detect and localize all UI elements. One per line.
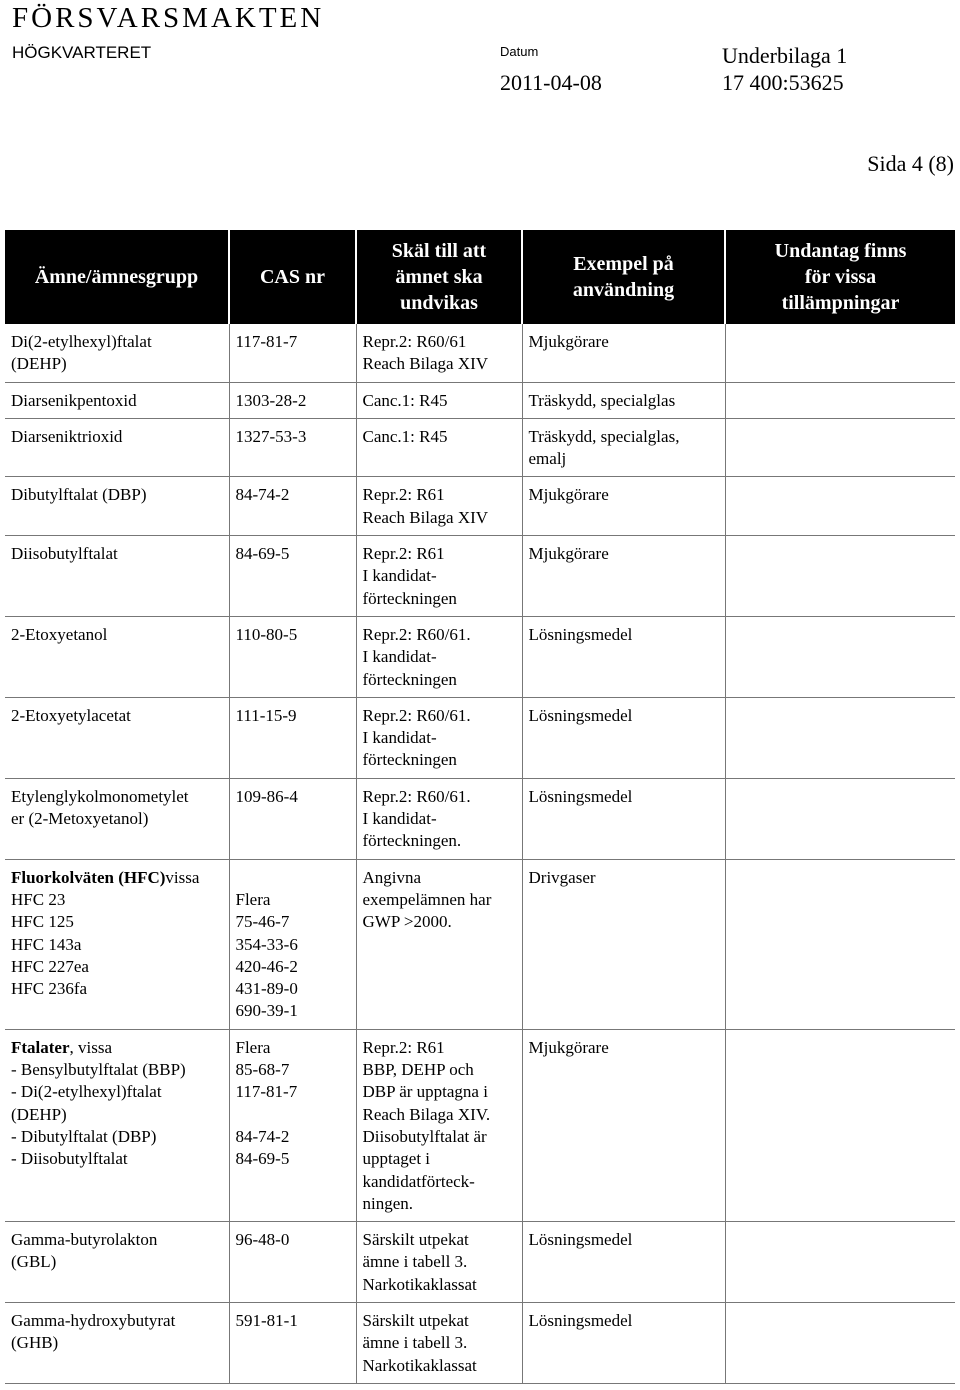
cell-usage — [522, 536, 725, 617]
page-number: Sida 4 (8) — [867, 151, 954, 176]
column-header-reason: Skäl till att ämnet ska undvikas — [356, 230, 522, 324]
substance-table — [5, 230, 955, 1384]
table-row — [5, 778, 955, 859]
table-row — [5, 1222, 955, 1303]
cell-reason — [356, 1222, 522, 1303]
cell-exception — [725, 536, 955, 617]
cell-exception — [725, 697, 955, 778]
cell-cas-number — [229, 1302, 356, 1383]
cell-cas-number-text: 111-15-9 — [235, 705, 297, 725]
cell-usage — [522, 859, 725, 1029]
cell-substance-text: Dibutylftalat (DBP) — [11, 485, 147, 505]
cell-substance — [5, 778, 229, 859]
cell-usage — [522, 1302, 725, 1383]
cell-usage-text: Lösningsmedel — [528, 1230, 633, 1250]
cell-exception — [725, 859, 955, 1029]
cell-cas-number-text: 109-86-4 — [235, 786, 298, 806]
cell-usage-text: Mjukgörare — [528, 485, 609, 505]
cell-cas-number — [229, 1029, 356, 1221]
cell-reason-text: Repr.2: R60/61. I kandidat- förteckningen — [362, 624, 471, 689]
cell-usage-text: Mjukgörare — [528, 544, 609, 564]
cell-substance — [5, 1302, 229, 1383]
cell-substance — [5, 1029, 229, 1221]
cell-cas-number — [229, 418, 356, 477]
table-row — [5, 477, 955, 536]
cell-reason — [356, 418, 522, 477]
cell-cas-number — [229, 778, 356, 859]
cell-reason — [356, 536, 522, 617]
cell-reason-text: Repr.2: R60/61. I kandidat- förteckningen — [362, 705, 471, 770]
cell-exception — [725, 1029, 955, 1221]
cell-reason-text: Repr.2: R61 I kandidat- förteckningen — [362, 544, 457, 608]
table-header-row — [5, 230, 955, 324]
cell-exception — [725, 1222, 955, 1303]
substance-group-name: Fluorkolväten (HFC) — [11, 867, 166, 887]
table-row — [5, 324, 955, 382]
cell-substance — [5, 477, 229, 536]
table-row — [5, 536, 955, 617]
cell-exception — [725, 778, 955, 859]
cell-substance-text: Diarseniktrioxid — [11, 426, 123, 446]
cell-usage-text: Träskydd, specialglas — [528, 390, 676, 410]
cell-usage — [522, 778, 725, 859]
cell-cas-number-text: 117-81-7 — [235, 332, 298, 351]
cell-usage-text: Lösningsmedel — [528, 624, 633, 644]
cell-usage-text: Lösningsmedel — [528, 705, 633, 725]
cell-substance — [5, 536, 229, 617]
cell-substance — [5, 324, 229, 382]
table-row — [5, 1029, 955, 1221]
organization-name: FÖRSVARSMAKTEN — [12, 2, 325, 34]
cell-reason-text: Repr.2: R61 BBP, DEHP och DBP är upptagna i Reach Bilaga XIV. Diisobutylftalat är upptaget i kandidatförteck- ningen. — [362, 1037, 491, 1213]
cell-cas-number — [229, 382, 356, 418]
cell-cas-number — [229, 536, 356, 617]
cell-reason — [356, 778, 522, 859]
cell-substance — [5, 697, 229, 778]
cell-cas-number — [229, 324, 356, 382]
column-header-cas: CAS nr — [229, 230, 356, 324]
cell-reason-text: Repr.2: R61 Reach Bilaga XIV — [362, 485, 489, 527]
cell-cas-number-text: 591-81-1 — [235, 1310, 298, 1330]
substance-group-details: , vissa - Bensylbutylftalat (BBP) - Di(2-etylhexyl)ftalat (DEHP) - Dibutylftalat (DBP) - Diisobutylftalat — [11, 1037, 186, 1169]
cell-substance-text: Diisobutylftalat — [11, 544, 118, 564]
column-header-usage: Exempel på användning — [522, 230, 725, 324]
cell-usage-text: Lösningsmedel — [528, 1310, 633, 1330]
cell-substance-text: 2-Etoxyetylacetat — [11, 705, 131, 725]
cell-reason-text: Särskilt utpekat ämne i tabell 3. Narkotikaklassat — [362, 1230, 477, 1294]
department-name: HÖGKVARTERET — [12, 43, 152, 62]
reference-number: 17 400:53625 — [722, 70, 844, 95]
cell-usage — [522, 616, 725, 697]
cell-usage — [522, 697, 725, 778]
cell-substance — [5, 616, 229, 697]
cell-usage-text: Drivgaser — [528, 867, 596, 887]
cell-reason-text: Angivna exempelämnen har GWP >2000. — [362, 867, 492, 932]
cell-cas-number — [229, 697, 356, 778]
cell-usage — [522, 324, 725, 382]
cell-exception — [725, 382, 955, 418]
enclosure-label: Underbilaga 1 — [722, 43, 848, 68]
cell-cas-number — [229, 1222, 356, 1303]
cell-exception — [725, 418, 955, 477]
cell-reason — [356, 616, 522, 697]
cell-usage-text: Mjukgörare — [528, 1037, 609, 1057]
cell-cas-number-text: Flera 85-68-7 117-81-7 84-74-2 84-69-5 — [235, 1037, 298, 1169]
table-row — [5, 382, 955, 418]
table-row — [5, 859, 955, 1029]
cell-substance — [5, 382, 229, 418]
cell-cas-number-text: 110-80-5 — [235, 624, 298, 644]
cell-substance-text: Etylenglykolmonometylet er (2-Metoxyetanol) — [11, 786, 189, 829]
cell-substance-text: Gamma-butyrolakton (GBL) — [11, 1230, 158, 1272]
cell-cas-number-text: 1303-28-2 — [235, 390, 307, 410]
cell-substance-text: 2-Etoxyetanol — [11, 624, 108, 644]
cell-cas-number-text: Flera 75-46-7 354-33-6 420-46-2 431-89-0 690-39-1 — [235, 889, 298, 1021]
cell-substance-text: Gamma-hydroxybutyrat (GHB) — [11, 1310, 176, 1353]
cell-reason — [356, 697, 522, 778]
cell-substance-text: Diarsenikpentoxid — [11, 390, 137, 410]
cell-exception — [725, 477, 955, 536]
column-header-exception: Undantag finns för vissa tillämpningar — [725, 230, 955, 324]
cell-substance-text: Di(2-etylhexyl)ftalat (DEHP) — [11, 332, 152, 374]
cell-cas-number-text: 84-69-5 — [235, 544, 290, 564]
table-row — [5, 1302, 955, 1383]
cell-reason — [356, 324, 522, 382]
cell-substance — [5, 1222, 229, 1303]
cell-cas-number — [229, 477, 356, 536]
cell-usage-text: Lösningsmedel — [528, 786, 633, 806]
cell-reason-text: Canc.1: R45 — [362, 426, 448, 446]
cell-usage-text: Mjukgörare — [528, 332, 609, 351]
cell-reason — [356, 1029, 522, 1221]
cell-cas-number — [229, 616, 356, 697]
cell-reason-text: Särskilt utpekat ämne i tabell 3. Narkotikaklassat — [362, 1310, 477, 1375]
cell-cas-number-text: 84-74-2 — [235, 485, 290, 505]
cell-usage — [522, 1222, 725, 1303]
cell-usage — [522, 418, 725, 477]
cell-cas-number-text: 96-48-0 — [235, 1230, 290, 1250]
substance-group-details: vissa HFC 23 HFC 125 HFC 143a HFC 227ea HFC 236fa — [11, 867, 200, 999]
cell-reason-text: Repr.2: R60/61. I kandidat- förteckningen. — [362, 786, 471, 851]
cell-cas-number — [229, 859, 356, 1029]
date-label: Datum — [500, 44, 539, 59]
table-row — [5, 616, 955, 697]
cell-usage-text: Träskydd, specialglas, emalj — [528, 426, 680, 469]
cell-cas-number-text: 1327-53-3 — [235, 426, 307, 446]
cell-reason — [356, 859, 522, 1029]
substance-group-name: Ftalater — [11, 1037, 70, 1057]
cell-usage — [522, 382, 725, 418]
cell-reason — [356, 382, 522, 418]
cell-substance — [5, 418, 229, 477]
column-header-substance: Ämne/ämnesgrupp — [5, 230, 229, 324]
table-row — [5, 418, 955, 477]
cell-substance — [5, 859, 229, 1029]
cell-reason — [356, 1302, 522, 1383]
cell-reason-text: Canc.1: R45 — [362, 390, 448, 410]
cell-exception — [725, 324, 955, 382]
cell-exception — [725, 1302, 955, 1383]
table-row — [5, 697, 955, 778]
cell-exception — [725, 616, 955, 697]
cell-reason — [356, 477, 522, 536]
cell-reason-text: Repr.2: R60/61 Reach Bilaga XIV — [362, 332, 489, 374]
cell-usage — [522, 477, 725, 536]
date-value: 2011-04-08 — [500, 70, 602, 95]
cell-usage — [522, 1029, 725, 1221]
